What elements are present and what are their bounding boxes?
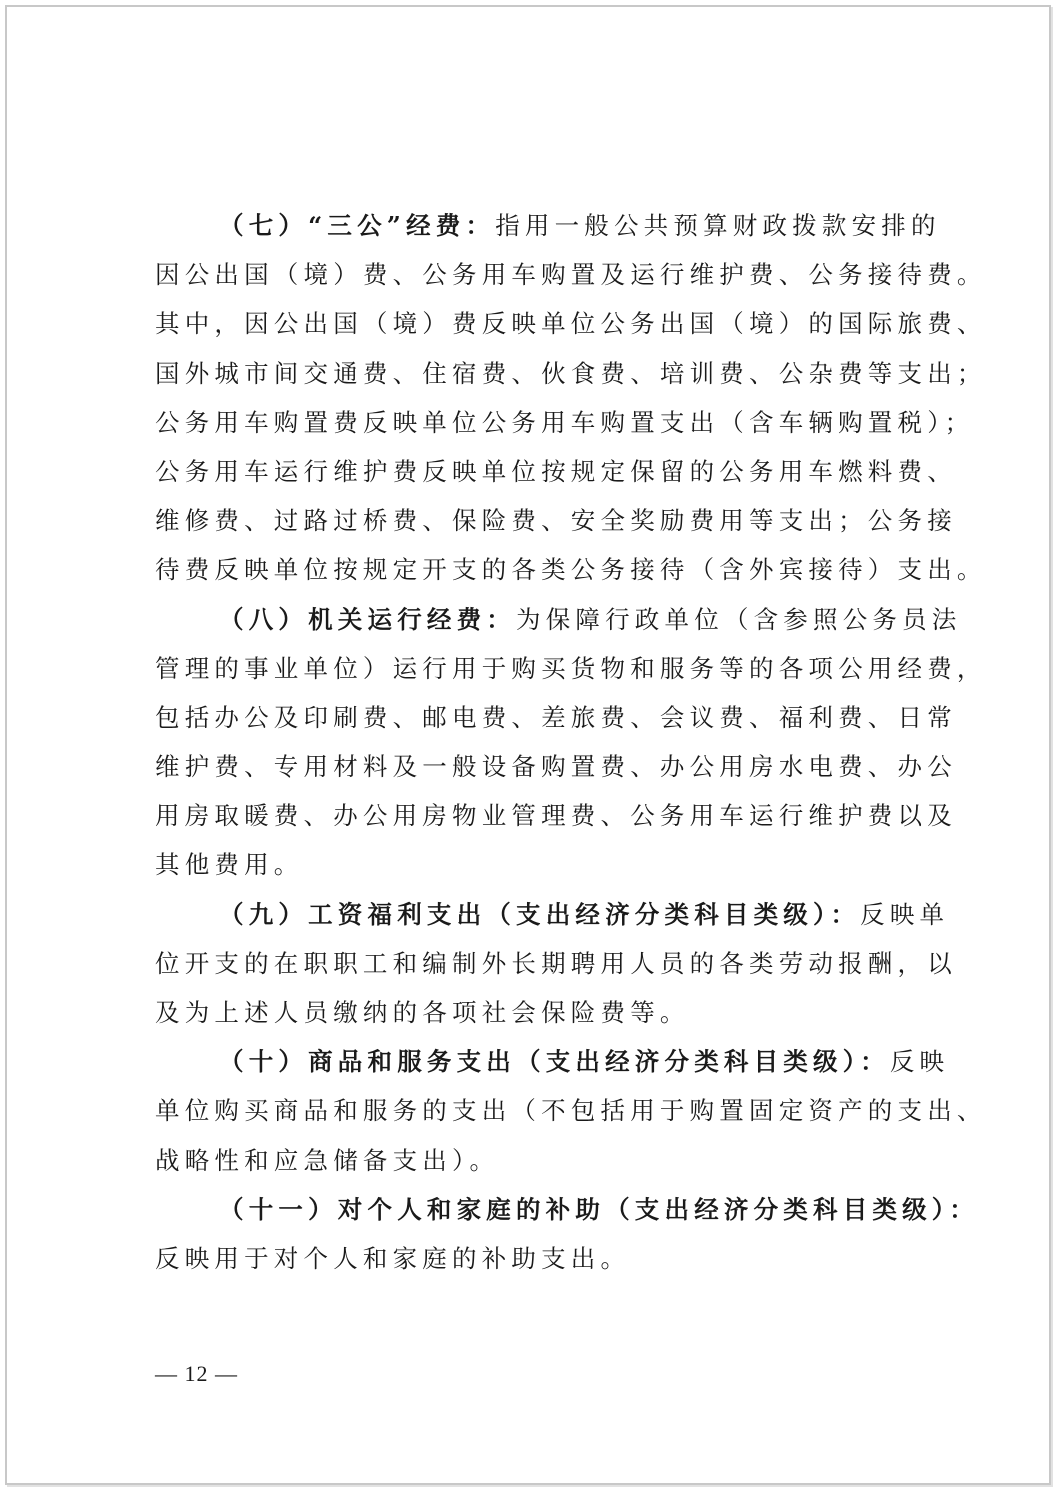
section-heading: （十一）对个人和家庭的补助（支出经济分类科目类级）： [219, 1194, 979, 1224]
paragraph-text: 反映 [889, 1047, 950, 1077]
paragraph-line: 管理的事业单位）运行用于购买货物和服务等的各项公用经费， [155, 653, 987, 683]
paragraph-line: 包括办公及印刷费、邮电费、差旅费、会议费、福利费、日常 [155, 702, 957, 732]
section-heading: （七）“三公”经费： [219, 211, 496, 240]
paragraph-line: 用房取暖费、办公用房物业管理费、公务用车运行维护费以及 [155, 801, 957, 831]
section-heading: （八）机关运行经费： [219, 604, 516, 634]
paragraph-line: 待费反映单位按规定开支的各类公务接待（含外宾接待）支出。 [155, 555, 987, 585]
paragraph-line [155, 595, 962, 644]
section-heading: （十）商品和服务支出（支出经济分类科目类级）： [219, 1047, 890, 1077]
paragraph-line: 其他费用。 [155, 850, 304, 880]
document-page [5, 5, 1051, 1485]
paragraph-line: 战略性和应急储备支出）。 [155, 1145, 500, 1175]
paragraph-line: 维护费、专用材料及一般设备购置费、办公用房水电费、办公 [155, 752, 957, 782]
paragraph-line: 公务用车购置费反映单位公务用车购置支出（含车辆购置税）； [155, 407, 975, 437]
paragraph-line: 反映用于对个人和家庭的补助支出。 [155, 1243, 631, 1273]
paragraph-line: 及为上述人员缴纳的各项社会保险费等。 [155, 998, 690, 1027]
paragraph-line: 公务用车运行维护费反映单位按规定保留的公务用车燃料费、 [155, 456, 957, 486]
document-body [155, 201, 987, 1283]
paragraph-line [155, 1185, 979, 1234]
paragraph-text: 指用一般公共预算财政拨款安排的 [495, 211, 941, 240]
paragraph-line: 国外城市间交通费、住宿费、伙食费、培训费、公杂费等支出； [155, 358, 987, 388]
paragraph-line [155, 1037, 955, 1086]
paragraph-text: 为保障行政单位（含参照公务员法 [516, 604, 962, 634]
paragraph-line: 维修费、过路过桥费、保险费、安全奖励费用等支出；公务接 [155, 506, 957, 536]
paragraph-line [155, 201, 955, 250]
paragraph-line: 其中，因公出国（境）费反映单位公务出国（境）的国际旅费、 [155, 309, 987, 339]
paragraph-line: 位开支的在职职工和编制外长期聘用人员的各类劳动报酬，以 [155, 948, 957, 978]
paragraph-line: 因公出国（境）费、公务用车购置及运行维护费、公务接待费。 [155, 260, 987, 290]
paragraph-text: 反映单 [860, 899, 950, 929]
paragraph-line: 单位购买商品和服务的支出（不包括用于购置固定资产的支出、 [155, 1096, 987, 1126]
paragraph-line [155, 890, 955, 939]
page-number: — 12 — [155, 1361, 238, 1386]
section-heading: （九）工资福利支出（支出经济分类科目类级）： [219, 899, 861, 929]
